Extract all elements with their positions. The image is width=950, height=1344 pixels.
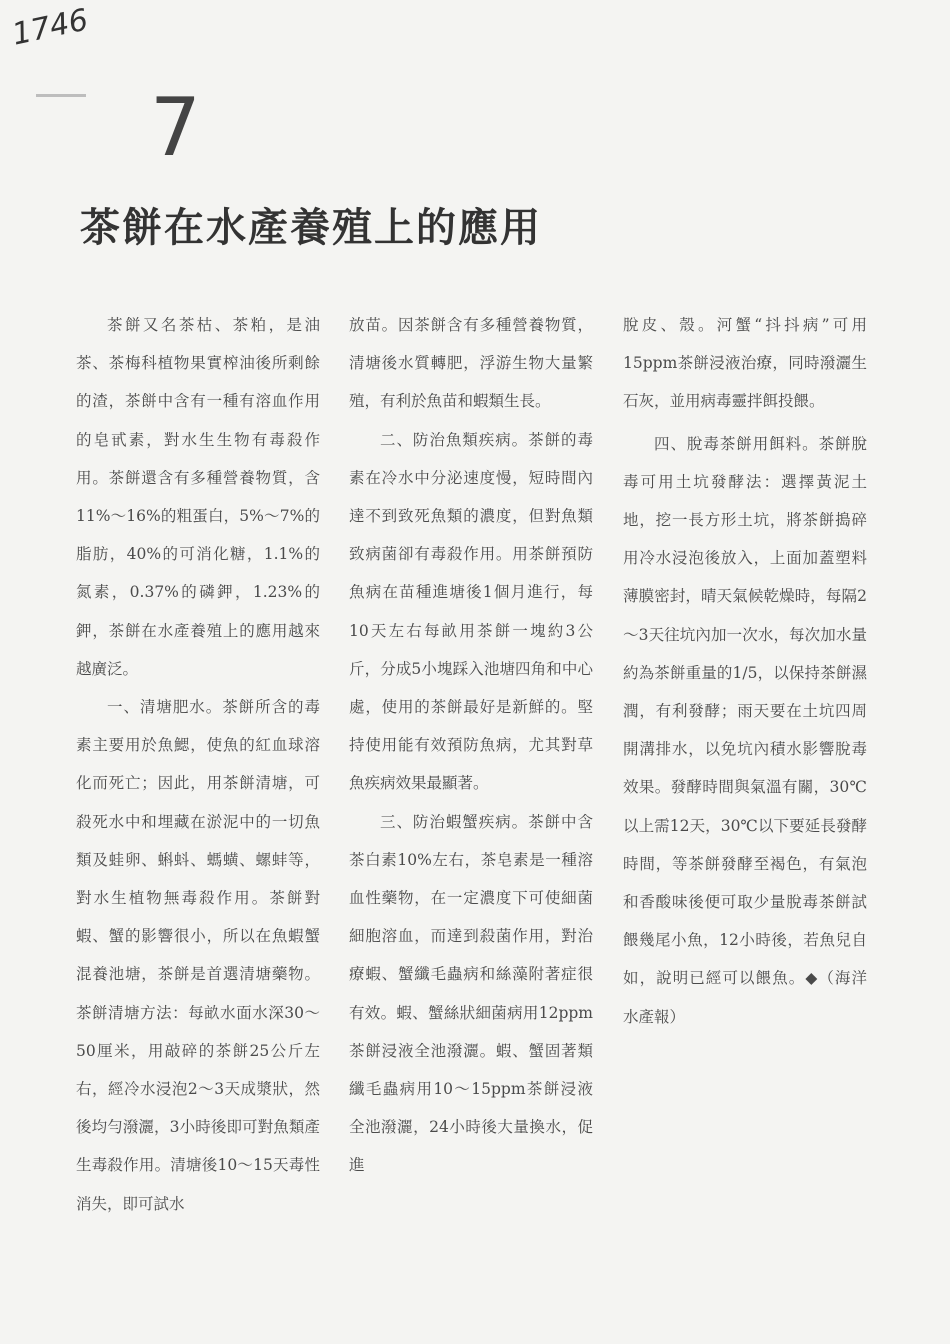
paragraph: 茶餅又名茶枯、茶粕，是油茶、茶梅科植物果實榨油後所剩餘的渣，茶餅中含有一種有溶血作用的皂甙素，對水生生物有毒殺作用。茶餅還含有多種營養物質，含11%～16%的粗蛋白，5%～7%的脂肪，40%的可消化糖，1.1%的氮素，0.37%的磷鉀，1.23%的鉀，茶餅在水產養殖上的應用越來越廣泛。 [76, 316, 320, 678]
chapter-number: 7 [150, 81, 201, 174]
scan-mark [36, 94, 86, 97]
paragraph: 四、脫毒茶餅用餌料。茶餅脫毒可用土坑發酵法：選擇黃泥土地，挖一長方形土坑，將茶餅搗碎用冷水浸泡後放入，上面加蓋塑料薄膜密封，晴天氣候乾燥時，每隔2～3天往坑內加一次水，每次加水量約為茶餅重量的1/5，以保持茶餅濕潤，有利發酵；雨天要在土坑四周開溝排水，以免坑內積水影響脫毒效果。發酵時間與氣溫有關，30℃以上需12天，30℃以下要延長發酵時間，等茶餅發酵至褐色，有氣泡和香酸味後便可取少量脫毒茶餅試餵幾尾小魚，12小時後，若魚兒自如，說明已經可以餵魚。◆（海洋水產報） [623, 434, 867, 1026]
paragraph: 放苗。因茶餅含有多種營養物質，清塘後水質轉肥，浮游生物大量繁殖，有利於魚苗和蝦類生長。 [349, 316, 593, 411]
text-column-1 [76, 306, 320, 1223]
paragraph: 三、防治蝦蟹疾病。茶餅中含茶白素10%左右，茶皂素是一種溶血性藥物，在一定濃度下可使細菌細胞溶血，而達到殺菌作用，對治療蝦、蟹纖毛蟲病和絲藻附著症很有效。蝦、蟹絲狀細菌病用12ppm茶餅浸液全池潑灑。蝦、蟹固著類纖毛蟲病用10～15ppm茶餅浸液全池潑灑，24小時後大量換水，促進 [349, 812, 593, 1175]
page-number: 1746 [9, 2, 92, 53]
paragraph: 脫皮、殼。河蟹“抖抖病”可用15ppm茶餅浸液治療，同時潑灑生石灰，並用病毒靈拌餌投餵。 [623, 316, 867, 411]
text-column-3 [623, 306, 867, 1036]
text-column-2 [349, 306, 593, 1185]
paragraph: 二、防治魚類疾病。茶餅的毒素在冷水中分泌速度慢，短時間內達不到致死魚類的濃度，但對魚類致病菌卻有毒殺作用。用茶餅預防魚病在苗種進塘後1個月進行，每10天左右每畝用茶餅一塊約3公斤，分成5小塊踩入池塘四角和中心處，使用的茶餅最好是新鮮的。堅持使用能有效預防魚病，尤其對草魚疾病效果最顯著。 [349, 430, 593, 793]
paragraph: 一、清塘肥水。茶餅所含的毒素主要用於魚鰓，使魚的紅血球溶化而死亡；因此，用茶餅清塘，可殺死水中和埋藏在淤泥中的一切魚類及蛙卵、蝌蚪、螞蟥、螺蚌等，對水生植物無毒殺作用。茶餅對蝦、蟹的影響很小，所以在魚蝦蟹混養池塘，茶餅是首選清塘藥物。茶餅清塘方法：每畝水面水深30～50厘米，用敲碎的茶餅25公斤左右，經冷水浸泡2～3天成漿狀，然後均勻潑灑，3小時後即可對魚類產生毒殺作用。清塘後10～15天毒性消失，即可試水 [76, 698, 320, 1213]
article-title: 茶餅在水產養殖上的應用 [80, 204, 542, 251]
